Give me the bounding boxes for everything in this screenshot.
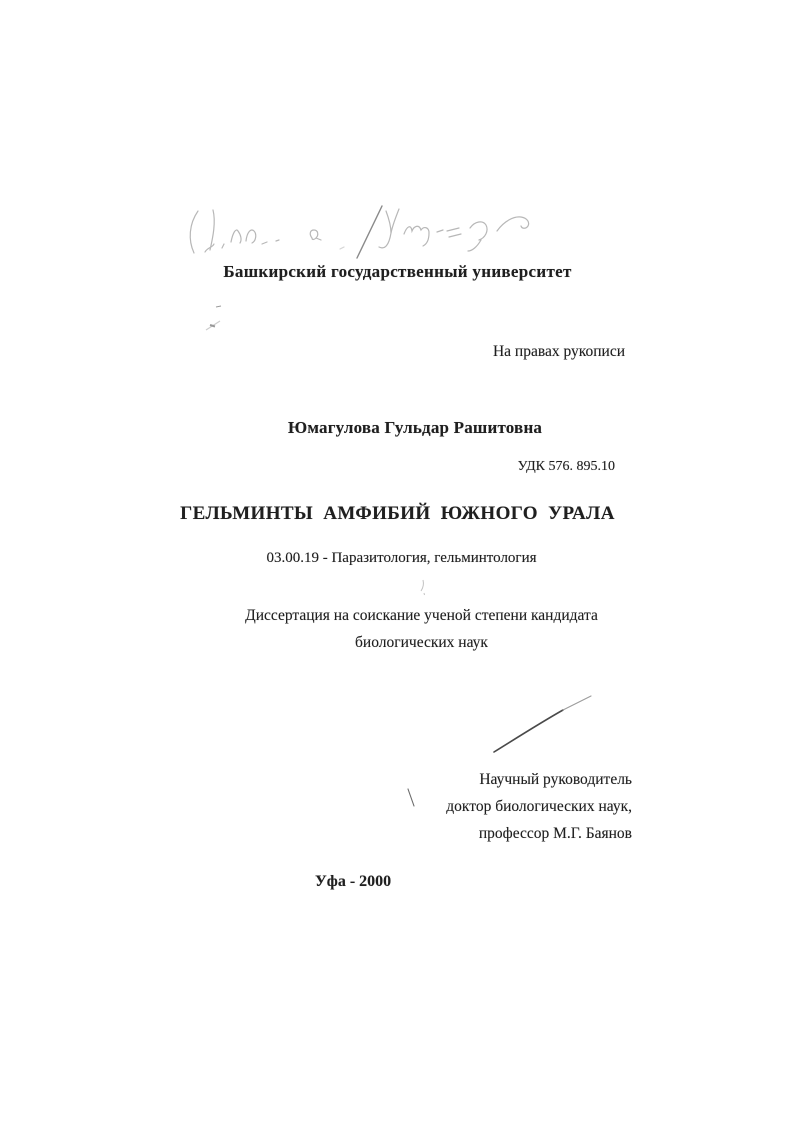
dissertation-title: ГЕЛЬМИНТЫ АМФИБИЙ ЮЖНОГО УРАЛА bbox=[180, 503, 615, 524]
pen-stroke-diagonal bbox=[494, 696, 591, 752]
dissertation-statement bbox=[24, 602, 795, 656]
udk-classification: УДК 576. 895.10 bbox=[517, 459, 615, 474]
city-year: Уфа - 2000 bbox=[315, 873, 392, 890]
dissertation-statement-line1: Диссертация на соискание ученой степени кандидата bbox=[245, 607, 598, 624]
handwriting-slash bbox=[357, 206, 382, 258]
university-name: Башкирский государственный университет bbox=[223, 262, 572, 281]
backslash-tick bbox=[408, 789, 414, 806]
scan-specks bbox=[206, 306, 221, 330]
manuscript-rights-note: На правах рукописи bbox=[492, 343, 625, 360]
specialty-code: 03.00.19 - Паразитология, гельминтология bbox=[266, 550, 537, 566]
supervisor-block bbox=[446, 766, 632, 847]
dissertation-statement-line2: биологических наук bbox=[355, 634, 488, 651]
apostrophe-mark bbox=[421, 580, 425, 595]
supervisor-name: профессор М.Г. Баянов bbox=[478, 825, 632, 842]
handwriting-scribble bbox=[190, 209, 528, 253]
supervisor-label: Научный руководитель bbox=[479, 771, 632, 788]
author-name: Юмагулова Гульдар Рашитовна bbox=[288, 418, 543, 437]
supervisor-degree: доктор биологических наук, bbox=[446, 798, 632, 815]
